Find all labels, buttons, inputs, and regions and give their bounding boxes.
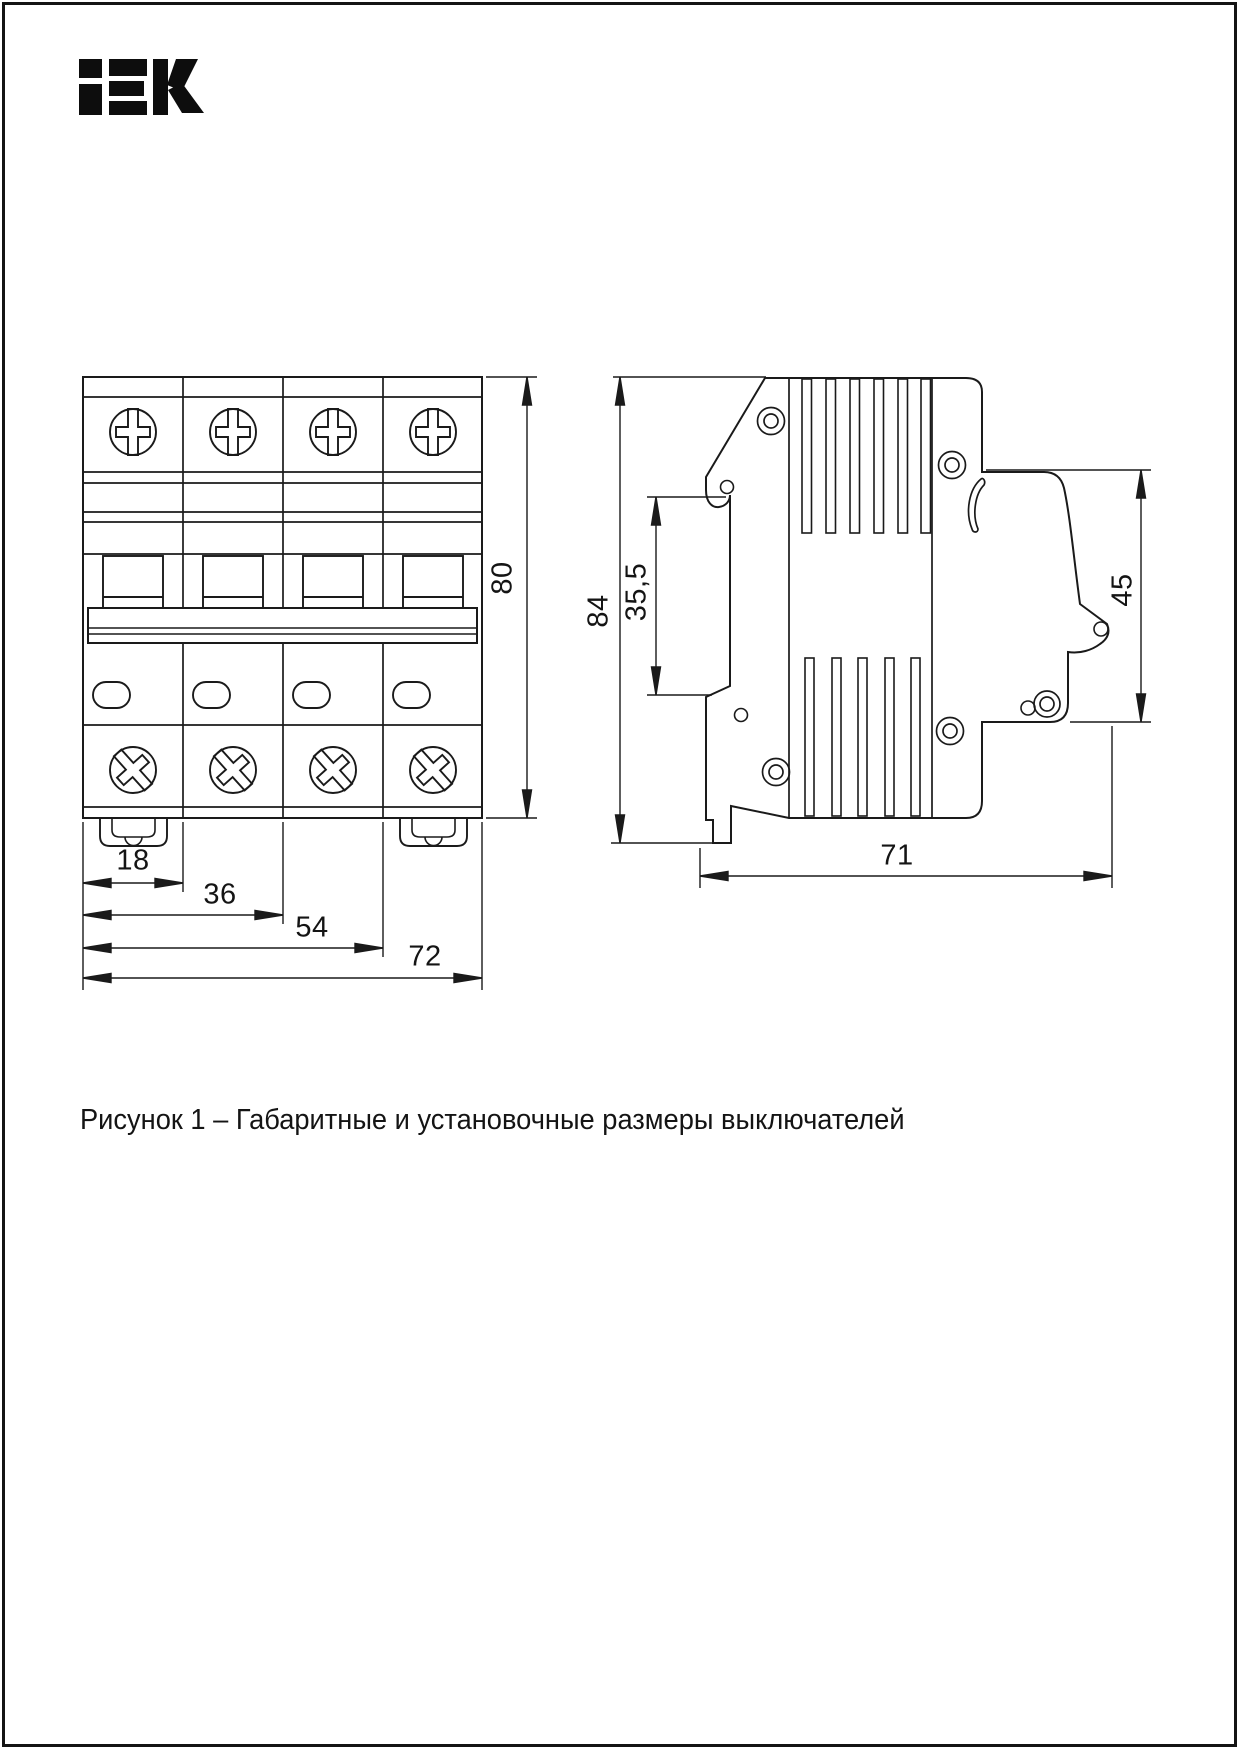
indicator-window — [393, 682, 430, 708]
dim-label-45: 45 — [1106, 573, 1139, 607]
dim-label-84: 84 — [582, 594, 615, 628]
dim-label-80: 80 — [486, 561, 519, 595]
indicator-window — [293, 682, 330, 708]
logo-e-bottom — [109, 101, 147, 115]
dim-label-18: 18 — [116, 844, 150, 877]
logo-i-dot — [79, 59, 102, 78]
front-view-drawing — [83, 377, 482, 846]
handle-tie-bar — [88, 608, 477, 643]
logo-e-mid — [109, 81, 144, 96]
din-clip-tab — [100, 818, 167, 846]
dim-label-35-5: 35,5 — [620, 562, 653, 622]
logo-k-lower-arm — [168, 83, 204, 113]
dim-54 — [83, 944, 383, 953]
side-view-drawing — [706, 378, 1108, 843]
dim-label-54: 54 — [295, 911, 329, 944]
logo-k-stem — [153, 59, 168, 115]
dim-label-72: 72 — [408, 940, 442, 973]
toggle-handle — [203, 556, 263, 608]
iek-logo-mark — [79, 59, 204, 115]
dim-35-5 — [647, 497, 726, 695]
dim-label-71: 71 — [880, 839, 914, 872]
figure-caption: Рисунок 1 – Габаритные и установочные размеры выключателей — [80, 1104, 905, 1136]
dim-label-36: 36 — [203, 878, 237, 911]
dim-80 — [486, 377, 537, 818]
din-clip-tab — [400, 818, 467, 846]
toggle-handle — [403, 556, 463, 608]
logo-i-stem — [79, 84, 102, 115]
toggle-handle — [303, 556, 363, 608]
logo-e-top — [109, 59, 147, 76]
indicator-window — [193, 682, 230, 708]
indicator-window — [93, 682, 130, 708]
dim-72 — [83, 974, 482, 983]
dim-36 — [83, 911, 283, 920]
toggle-handle — [103, 556, 163, 608]
dim-18 — [83, 879, 183, 888]
